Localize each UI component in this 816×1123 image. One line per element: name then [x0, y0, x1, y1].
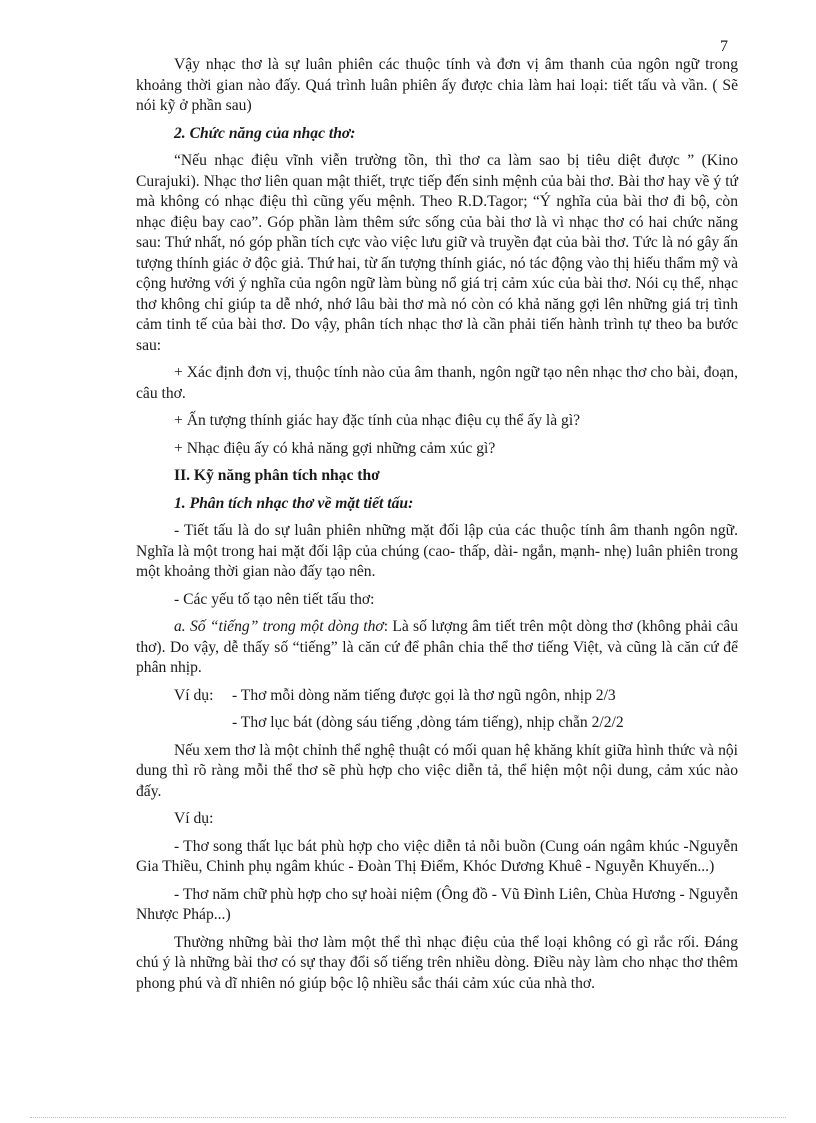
- page-bottom-divider: [30, 1117, 786, 1118]
- example-label: Ví dụ:: [174, 686, 214, 704]
- bullet-step-2: + Ấn tượng thính giác hay đặc tính của nhạc điệu cụ thể ấy là gì?: [174, 412, 581, 429]
- subsection-heading-rhythm: 1. Phân tích nhạc thơ về mặt tiết tấu:: [174, 494, 414, 512]
- paragraph-five-word-poetry: - Thơ năm chữ phù hợp cho sự hoài niệm (Ông đồ - Vũ Đình Liên, Chùa Hương - Nguyễn Nhược Pháp...): [136, 885, 738, 923]
- example-five-syllable: - Thơ mỗi dòng năm tiếng được gọi là thơ ngũ ngôn, nhịp 2/3: [232, 686, 616, 704]
- example-label-2: Ví dụ:: [174, 810, 214, 827]
- term-syllable-count: a. Số “tiếng” trong một dòng thơ: [174, 618, 384, 635]
- page-number: 7: [720, 38, 728, 55]
- example-row: [136, 686, 738, 707]
- paragraph-form-content: Nếu xem thơ là một chỉnh thể nghệ thuật có mối quan hệ khăng khít giữa hình thức và nội dung thì rõ ràng mỗi thể thơ sẽ phù hợp cho việc diễn tả, thể hiện một nội dung, cảm xúc nào đấy.: [136, 741, 738, 800]
- paragraph-song-that-luc-bat: - Thơ song thất lục bát phù hợp cho việc diễn tả nỗi buồn (Cung oán ngâm khúc -Nguyễn Gia Thiều, Chinh phụ ngâm khúc - Đoàn Thị Điểm, Khóc Dương Khuê - Nguyễn Khuyến...): [136, 837, 738, 875]
- bullet-step-1: + Xác định đơn vị, thuộc tính nào của âm thanh, ngôn ngữ tạo nên nhạc thơ cho bài, đoạn, câu thơ.: [136, 364, 738, 402]
- paragraph-conclusion: Thường những bài thơ làm một thể thì nhạc điệu của thể loại không có gì rắc rối. Đáng chú ý là những bài thơ có sự thay đổi số tiếng trên nhiều dòng. Điều này làm cho nhạc thơ thêm phong phú và dĩ nhiên nó giúp bộc lộ nhiều sắc thái cảm xúc của nhà thơ.: [136, 933, 738, 992]
- example-luc-bat: - Thơ lục bát (dòng sáu tiếng ,dòng tám tiếng), nhịp chẵn 2/2/2: [232, 714, 624, 731]
- paragraph-rhythm-definition: - Tiết tấu là do sự luân phiên những mặt đối lập của các thuộc tính âm thanh ngôn ngữ. Nghĩa là một trong hai mặt đối lập của chúng (cao- thấp, dài- ngắn, mạnh- nhẹ) luân phiên trong một khoảng thời gian nào đấy tạo nên.: [136, 522, 738, 580]
- paragraph-function: “Nếu nhạc điệu vĩnh viễn trường tồn, thì thơ ca làm sao bị tiêu diệt được ” (Kino Curajuki). Nhạc thơ liên quan mật thiết, trực tiếp đến sinh mệnh của bài thơ. Bài thơ hay về ý tứ mà không có nhạc điệu thì cũng yếu mệnh. Theo R.D.Tagor; “Ý nghĩa của bài thơ đi bộ, còn nhạc điệu bay cao”. Góp phần làm thêm sức sống của bài thơ là vì nhạc thơ có hai chức năng sau: Thứ nhất, nó góp phần tích cực vào việc lưu giữ và truyền đạt của bài thơ. Tức là nó gây ấn tượng thính giác ở độc giả. Thứ hai, từ ấn tượng thính giác, nó tác động vào thị hiếu thẩm mỹ và cộng hưởng với ý nghĩa của ngôn ngữ làm bùng nổ giá trị cảm xúc của bài thơ. Nói cụ thể, nhạc thơ không chỉ giúp ta dễ nhớ, nhớ lâu bài thơ mà nó còn có khả năng gợi lên những giá trị tình cảm tinh tế của bài thơ. Do vậy, phân tích nhạc thơ là cần phải tiến hành trình tự theo ba bước sau:: [136, 152, 738, 354]
- section-heading-function: 2. Chức năng của nhạc thơ:: [174, 124, 356, 142]
- syllable-count-definition: : Là số lượng âm tiết trên một dòng thơ (không phải câu thơ). Do vậy, dễ thấy số “tiếng” là căn cứ để phân chia thể thơ tiếng Việt, và cũng là căn cứ để phân nhịp.: [136, 618, 738, 676]
- section-heading-skills: II. Kỹ năng phân tích nhạc thơ: [174, 467, 380, 484]
- paragraph-syllable-count: [136, 617, 738, 679]
- paragraph-intro: Vậy nhạc thơ là sự luân phiên các thuộc tính và đơn vị âm thanh của ngôn ngữ trong khoảng thời gian nào đấy. Quá trình luân phiên ấy được chia làm hai loại: tiết tấu và vần. ( Sẽ nói kỹ ở phần sau): [136, 56, 738, 114]
- paragraph-rhythm-factors: - Các yếu tố tạo nên tiết tấu thơ:: [174, 590, 375, 608]
- document-body: [136, 55, 738, 1001]
- bullet-step-3: + Nhạc điệu ấy có khả năng gợi những cảm xúc gì?: [174, 439, 496, 457]
